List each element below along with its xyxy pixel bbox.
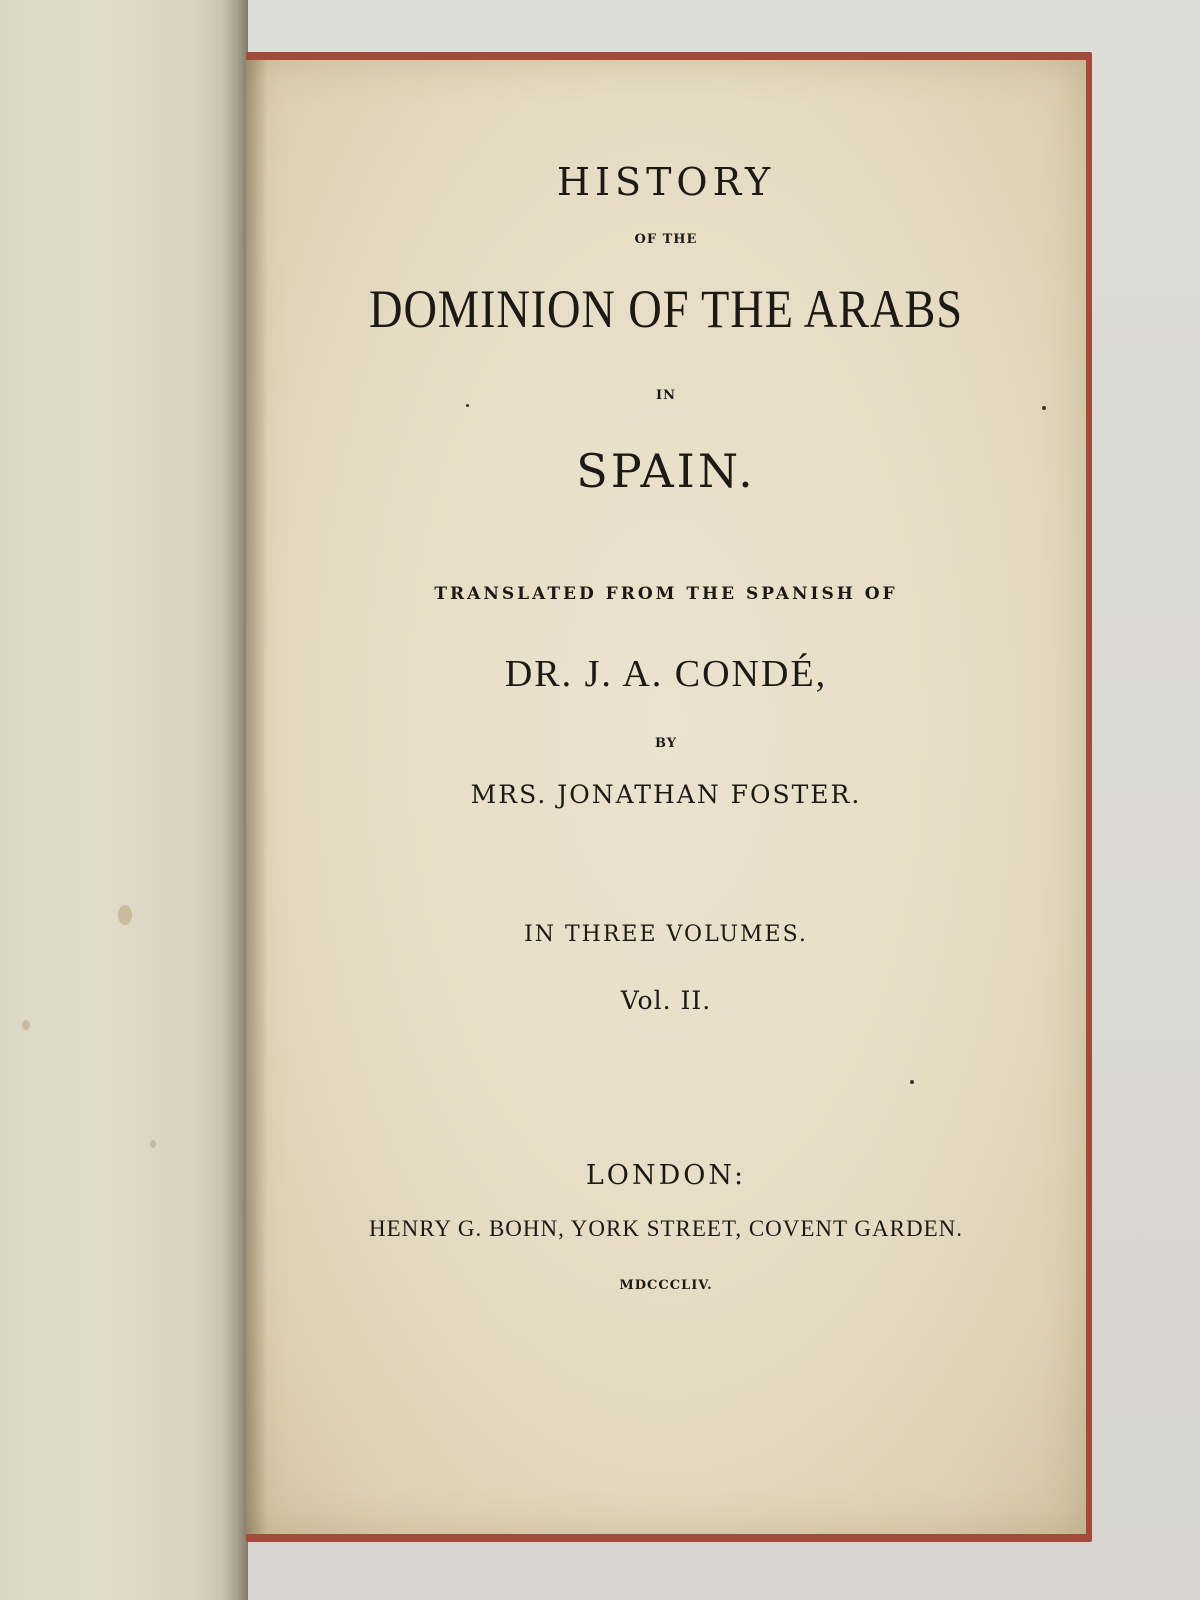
by-label: BY bbox=[654, 736, 678, 751]
ink-speck bbox=[1042, 406, 1046, 410]
title-dominion: DOMINION OF THE ARABS bbox=[369, 279, 963, 339]
volume-number: Vol. II. bbox=[620, 986, 712, 1015]
imprint-publisher: HENRY G. BOHN, YORK STREET, COVENT GARDEN. bbox=[369, 1216, 963, 1241]
foxing-spot bbox=[22, 1020, 30, 1030]
imprint-city: LONDON: bbox=[585, 1160, 747, 1191]
foxing-spot bbox=[118, 905, 132, 925]
ink-speck bbox=[910, 1080, 914, 1084]
ink-speck bbox=[466, 404, 469, 407]
title-spain: SPAIN. bbox=[576, 444, 756, 498]
title-in: IN bbox=[656, 388, 676, 403]
title-of-the: OF THE bbox=[634, 232, 698, 247]
imprint-year: MDCCCLIV. bbox=[619, 1278, 713, 1293]
left-endpaper bbox=[0, 0, 248, 1600]
author-name: DR. J. A. CONDÉ, bbox=[504, 653, 828, 695]
foxing-spot bbox=[150, 1140, 156, 1148]
page-gutter-shadow bbox=[222, 0, 248, 1600]
title-page bbox=[246, 60, 1086, 1534]
translated-from: TRANSLATED FROM THE SPANISH OF bbox=[434, 584, 898, 604]
translator-name: MRS. JONATHAN FOSTER. bbox=[470, 780, 862, 809]
title-history: HISTORY bbox=[556, 160, 776, 204]
volumes-count: IN THREE VOLUMES. bbox=[524, 922, 808, 947]
